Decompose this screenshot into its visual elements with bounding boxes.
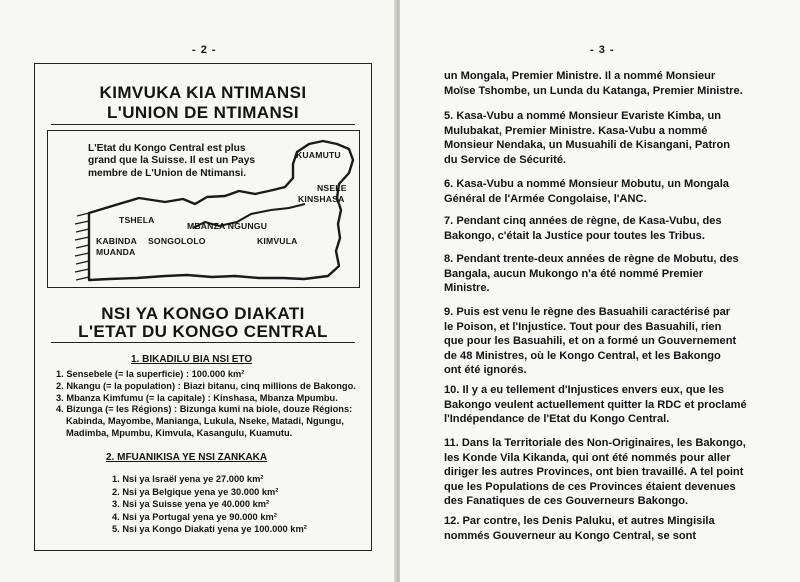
text-line: 8. Pendant trente-deux années de règne de Mobutu, des — [444, 253, 739, 265]
section-1-list — [56, 369, 366, 440]
map-label-kabinda: KABINDA — [96, 236, 138, 246]
list-item: 1. Nsi ya Israël yena ye 27.000 km² — [112, 474, 264, 484]
list-item: 5. Nsi ya Kongo Diakati yena ye 100.000 km² — [112, 524, 307, 535]
list-item: Madimba, Mpumbu, Kimvula, Kasangulu, Kuamutu. — [66, 427, 293, 438]
left-page — [0, 0, 396, 582]
page-number-right: - 3 - — [590, 44, 615, 56]
map-label-tshela: TSHELA — [119, 215, 155, 225]
section-2-title: 2. MFUANIKISA YE NSI ZANKAKA — [106, 452, 268, 463]
paragraph — [444, 109, 784, 167]
map-intro-text — [88, 143, 288, 180]
text-line: Bakongo veulent actuellement quitter la RDC et proclamé — [444, 398, 747, 411]
heading2-line-1: NSI YA KONGO DIAKATI — [101, 304, 305, 323]
text-line: Monsieur Nendaka, un Musuahili de Kisangani, Patron — [444, 139, 731, 152]
paragraph — [444, 514, 784, 543]
map-label-muanda: MUANDA — [96, 247, 136, 257]
text-line: un Mongala, Premier Ministre. Il a nommé Monsieur — [444, 70, 716, 82]
map-intro-line-1: L'Etat du Kongo Central est plus — [88, 143, 246, 154]
list-item: 3. Mbanza Kimfumu (= la capitale) : Kinshasa, Mbanza Mpumbu. — [56, 392, 338, 403]
text-line: du Service de Sécurité. — [444, 153, 567, 166]
text-line: nommés Gouverneur au Kongo Central, se sont — [444, 529, 697, 542]
paragraph — [444, 383, 784, 427]
text-line: Bakongo, c'était la Justice pour toutes les Tribus. — [444, 229, 705, 242]
text-line: le Poison, et l'Injustice. Tout pour des Basuahili, rien — [444, 320, 722, 333]
list-item: 3. Nsi ya Suisse yena ye 40.000 km² — [112, 499, 270, 510]
paragraph — [444, 436, 784, 509]
text-line: 5. Kasa-Vubu a nommé Monsieur Evariste Kimba, un — [444, 110, 722, 122]
text-line: diriger les autres Provinces, ont bien travaillé. A tel point — [444, 466, 744, 479]
text-line: les Konde Vila Kikanda, qui ont été nommés pour aller — [444, 451, 731, 464]
text-line: que les Populations de ces Provinces étaient devenues — [444, 480, 736, 493]
map-intro-line-2: grand que la Suisse. Il est un Pays — [88, 155, 256, 167]
section-1-title: 1. BIKADILU BIA NSI ETO — [131, 354, 253, 365]
text-line: l'Indépendance de l'Etat du Kongo Central. — [444, 413, 670, 426]
page-number-left: - 2 - — [192, 44, 217, 56]
text-line: des Fanatiques de ces Gouverneurs Bakongo. — [444, 495, 689, 508]
paragraph — [444, 252, 784, 296]
title-rule — [51, 124, 355, 125]
list-item: 2. Nsi ya Belgique yena ye 30.000 km² — [112, 486, 279, 497]
text-line: que pour les Basuahili, et on a formé un Gouvernement — [444, 335, 737, 348]
text-line: Ministre. — [444, 282, 490, 295]
map-label-kuamutu: KUAMUTU — [296, 150, 341, 160]
text-line: Bangala, aucun Mukongo n'a été nommé Premier — [444, 267, 704, 280]
text-line: Général de l'Armée Congolaise, l'ANC. — [444, 192, 647, 205]
section-2-list — [112, 473, 362, 536]
text-line: 11. Dans la Territoriale des Non-Originaires, les Bakongo, — [444, 437, 746, 449]
text-line: 7. Pendant cinq années de règne, de Kasa-Vubu, des — [444, 215, 722, 227]
text-line: 6. Kasa-Vubu a nommé Monsieur Mobutu, un Mongala — [444, 178, 729, 190]
list-item: 1. Sensebele (= la superficie) : 100.000 km² — [56, 369, 245, 379]
text-line: 12. Par contre, les Denis Paluku, et autres Mingisila — [444, 515, 715, 527]
map-label-kinshasa: KINSHASA — [298, 194, 345, 204]
list-item: 4. Nsi ya Portugal yena ye 90.000 km² — [112, 511, 277, 522]
map-label-mbanza-ngungu: MBANZA NGUNGU — [187, 221, 268, 231]
heading2-rule — [51, 342, 355, 343]
text-line: ont été ignorés. — [444, 364, 527, 377]
list-item: Kabinda, Mayombe, Manianga, Lukula, Nseke, Matadi, Ngungu, — [66, 416, 344, 427]
map-label-nsele: NSELE — [317, 183, 347, 193]
map-intro-line-3: membre de L'Union de Ntimansi. — [88, 167, 247, 179]
paragraph — [444, 177, 784, 206]
map-label-kimvula: KIMVULA — [257, 236, 298, 246]
heading2-line-2: L'ETAT DU KONGO CENTRAL — [78, 322, 328, 341]
text-line: de 48 Ministres, où le Kongo Central, et les Bakongo — [444, 349, 721, 362]
title-line-1: KIMVUKA KIA NTIMANSI — [99, 83, 307, 102]
paragraph — [444, 305, 784, 378]
list-item: 2. Nkangu (= la population) : Biazi bitanu, cinq millions de Bakongo. — [56, 380, 356, 391]
paragraph — [444, 214, 784, 243]
text-line: 10. Il y a eu tellement d'Injustices envers eux, que les — [444, 384, 725, 396]
paragraph — [444, 69, 784, 98]
text-line: 9. Puis est venu le règne des Basuahili caractérisé par — [444, 306, 731, 318]
text-line: Mulubakat, Premier Ministre. Kasa-Vubu a nommé — [444, 124, 708, 137]
map-label-songololo: SONGOLOLO — [148, 236, 206, 246]
title-line-2: L'UNION DE NTIMANSI — [106, 103, 300, 122]
text-line: Moïse Tshombe, un Lunda du Katanga, Premier Ministre. — [444, 84, 743, 97]
list-item: 4. Bizunga (= les Régions) : Bizunga kumi na biole, douze Régions: — [56, 404, 353, 415]
